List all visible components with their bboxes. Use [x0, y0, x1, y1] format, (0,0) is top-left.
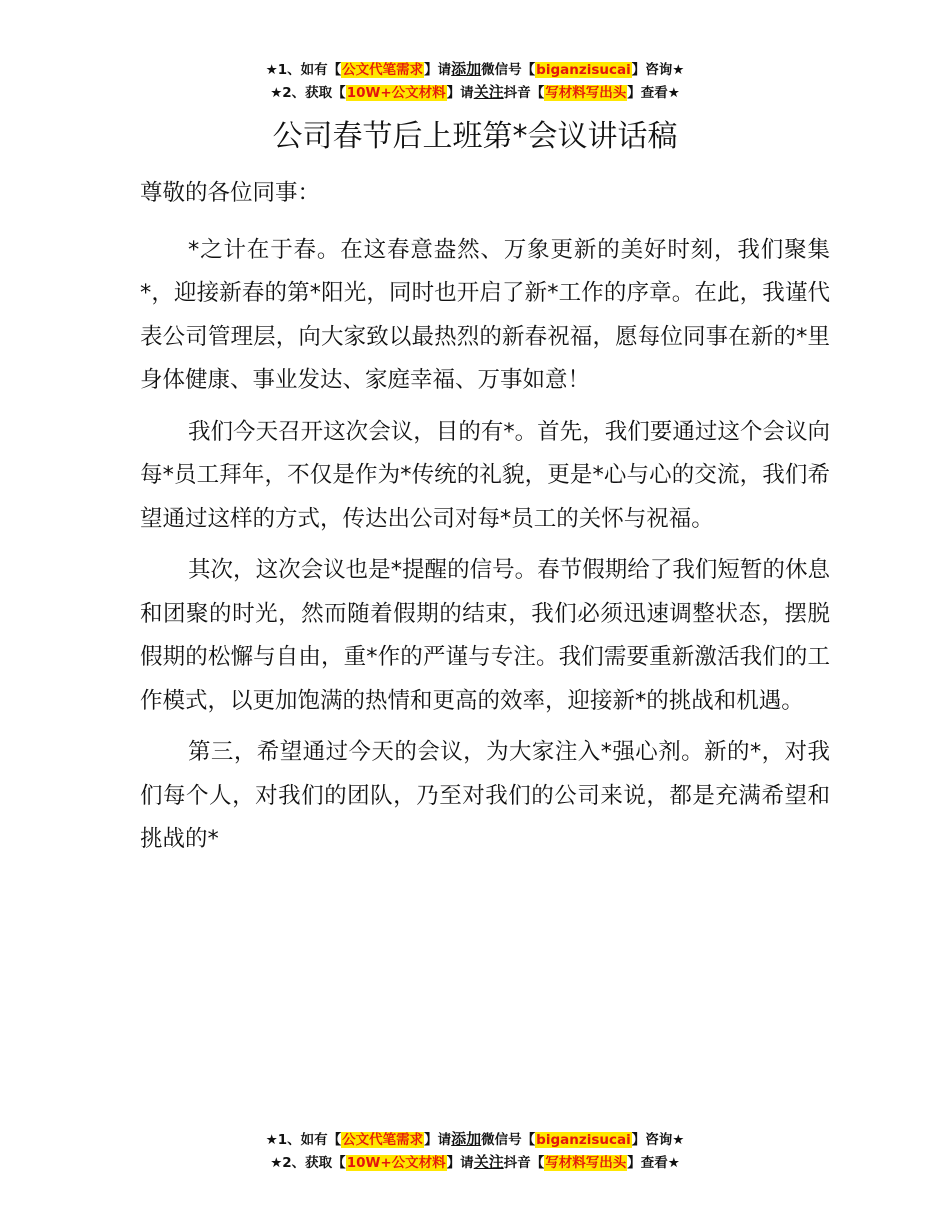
- paragraph: *之计在于春。在这春意盎然、万象更新的美好时刻，我们聚集*，迎接新春的第*阳光，同时也开启了新*工作的序章。在此，我谨代表公司管理层，向大家致以最热烈的新春祝福，愿每位同事在新的*里身体健康、事业发达、家庭幸福、万事如意！: [140, 236, 830, 393]
- underlined-text: 关注: [473, 83, 504, 101]
- banner-text: 抖音【: [503, 85, 545, 101]
- banner-text: 】咨询★: [631, 1132, 685, 1148]
- banner-text: 】查看★: [627, 1155, 680, 1171]
- underlined-text: 添加: [451, 1130, 482, 1148]
- salutation: 尊敬的各位同事：: [140, 180, 321, 206]
- banner-line-1: [0, 58, 950, 81]
- highlight-service: 公文代笔需求: [342, 1132, 424, 1148]
- highlight-wechat-id: biganzisucai: [536, 1132, 631, 1148]
- banner-text: 】查看★: [627, 85, 680, 101]
- banner-text: ★1、如有【: [265, 62, 342, 78]
- highlight-materials: 10W+公文材料: [346, 1155, 446, 1171]
- banner-text: ★2、获取【: [270, 1155, 346, 1171]
- banner-line-2: [0, 1151, 950, 1174]
- banner-line-2: [0, 81, 950, 104]
- banner-text: ★1、如有【: [265, 1132, 342, 1148]
- banner-text: 微信号【: [481, 62, 536, 78]
- banner-text: 】请: [424, 1132, 452, 1148]
- banner-text: 微信号【: [481, 1132, 536, 1148]
- highlight-service: 公文代笔需求: [342, 62, 424, 78]
- banner-text: 】咨询★: [631, 62, 685, 78]
- banner-text: ★2、获取【: [270, 85, 346, 101]
- paragraph: 其次，这次会议也是*提醒的信号。春节假期给了我们短暂的休息和团聚的时光，然而随着假期的结束，我们必须迅速调整状态，摆脱假期的松懈与自由，重*作的严谨与专注。我们需要重新激活我们的工作模式，以更加饱满的热情和更高的效率，迎接新*的挑战和机遇。: [140, 557, 830, 714]
- header-banner: [0, 58, 950, 104]
- footer-banner: [0, 1128, 950, 1174]
- underlined-text: 关注: [473, 1153, 504, 1171]
- paragraph: 我们今天召开这次会议，目的有*。首先，我们要通过这个会议向每*员工拜年，不仅是作为*传统的礼貌，更是*心与心的交流，我们希望通过这样的方式，传达出公司对每*员工的关怀与祝福。: [140, 418, 830, 532]
- highlight-douyin-account: 写材料写出头: [545, 85, 627, 101]
- document-body: [140, 172, 830, 870]
- underlined-text: 添加: [451, 60, 482, 78]
- highlight-materials: 10W+公文材料: [346, 85, 446, 101]
- highlight-douyin-account: 写材料写出头: [545, 1155, 627, 1171]
- highlight-wechat-id: biganzisucai: [536, 62, 631, 78]
- banner-text: 抖音【: [503, 1155, 545, 1171]
- document-title: 公司春节后上班第*会议讲话稿: [272, 119, 678, 154]
- banner-line-1: [0, 1128, 950, 1151]
- banner-text: 】请: [424, 62, 452, 78]
- banner-text: 】请: [446, 85, 474, 101]
- paragraph: 第三，希望通过今天的会议，为大家注入*强心剂。新的*，对我们每个人，对我们的团队，乃至对我们的公司来说，都是充满希望和挑战的*: [140, 739, 830, 852]
- banner-text: 】请: [446, 1155, 474, 1171]
